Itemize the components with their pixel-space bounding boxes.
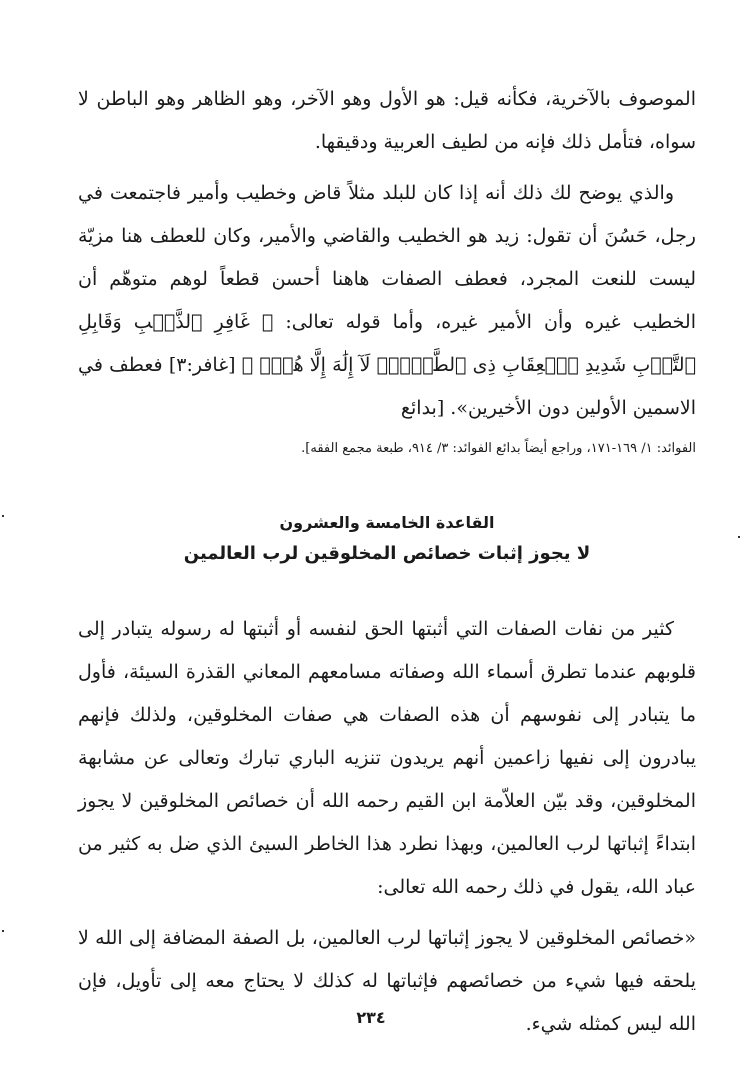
paragraph-2: والذي يوضح لك ذلك أنه إذا كان للبلد مثلاً قاض وخطيب وأمير فاجتمعت في رجل، حَسُنَ أن تقول: زيد هو الخطيب والقاضي والأمير، وكان للعطف هنا مزيّة ليست للنعت المجرد، فعطف الصفات هاهنا أحسن قطعاً لوهم متوهّم أن الخطيب غيره وأن الأمير غيره، وأما قوله تعالى: ﴿ غَافِرِ ٱلذَّنۢبِ وَقَابِلِ ٱلتَّوۡبِ شَدِيدِ ٱلۡعِقَابِ ذِى ٱلطَّوۡلِۖ لَآ إِلَٰهَ إِلَّا هُوَۖ ﴾ [غافر:٣] فعطف في الاسمين الأولين دون الأخيرين». [بدائع xyxy=(78,182,696,419)
rule-title: لا يجوز إثبات خصائص المخلوقين لرب العالمين xyxy=(183,543,591,564)
rule-section xyxy=(78,608,696,1046)
rule-heading xyxy=(78,508,696,570)
rule-number: القاعدة الخامسة والعشرون xyxy=(279,513,495,532)
page-number: ٢٣٤ xyxy=(356,1008,386,1027)
quote-paragraph: «خصائص المخلوقين لا يجوز إثباتها لرب العالمين، بل الصفة المضافة إلى الله لا يلحقه فيها شيء من خصائصهم فإثباتها له كذلك لا يحتاج معه إلى تأويل، فإن الله ليس كمثله شيء. xyxy=(78,927,696,1035)
margin-dot xyxy=(738,536,740,538)
page-body xyxy=(78,78,696,1046)
reference-note: الفوائد: ١/ ١٦٩-١٧١، وراجع أيضاً بدائع الفوائد: ٣/ ٩١٤، طبعة مجمع الفقه]. xyxy=(301,441,696,456)
paragraph-1: الموصوف بالآخرية، فكأنه قيل: هو الأول وهو الآخر، وهو الظاهر وهو الباطن لا سواه، فتأمل ذلك فإنه من لطيف العربية ودقيقها. xyxy=(78,88,696,153)
margin-dot xyxy=(2,515,4,517)
paragraph-3: كثير من نفات الصفات التي أثبتها الحق لنفسه أو أثبتها له رسوله يتبادر إلى قلوبهم عندما تطرق أسماء الله وصفاته مسامعهم المعاني القذرة السيئة، فأول ما يتبادر إلى نفوسهم أن هذه الصفات هي صفات المخلوقين، ولذلك فإنهم يبادرون إلى نفيها زاعمين أنهم يريدون تنزيه الباري تبارك وتعالى عن مشابهة المخلوقين، وقد بيّن العلاّمة ابن القيم رحمه الله أن خصائص المخلوقين لا يجوز ابتداءً إثباتها لرب العالمين، وبهذا نطرد هذا الخاطر السيئ الذي ضل به كثير من عباد الله، يقول في ذلك رحمه الله تعالى: xyxy=(78,618,696,898)
margin-dot xyxy=(2,930,4,932)
